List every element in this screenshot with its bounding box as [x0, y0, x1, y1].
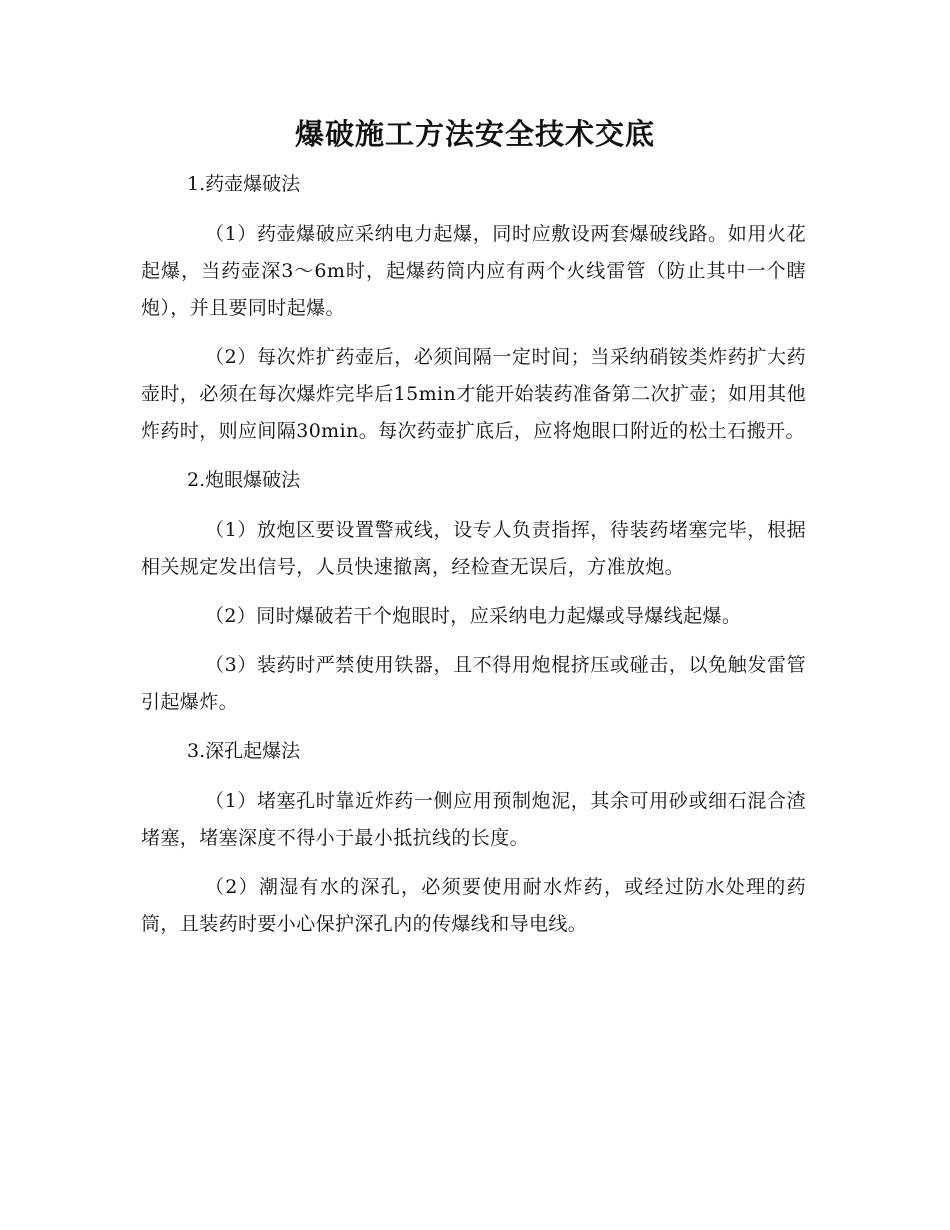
- paragraph: （2）每次炸扩药壶后，必须间隔一定时间；当采纳硝铵类炸药扩大药壶时，必须在每次爆炸完毕后15min才能开始装药准备第二次扩壶；如用其他炸药时，则应间隔30min。每次药壶扩底后，应将炮眼口附近的松土石搬开。: [141, 346, 806, 442]
- section-heading: 3.深孔起爆法: [187, 740, 301, 762]
- paragraph: （3）装药时严禁使用铁器，且不得用炮棍挤压或碰击，以免触发雷管引起爆炸。: [141, 654, 806, 713]
- document-body: [141, 166, 806, 955]
- section-heading: 1.药壶爆破法: [187, 173, 301, 195]
- section-heading: 2.炮眼爆破法: [187, 469, 301, 491]
- paragraph: （2）同时爆破若干个炮眼时，应采纳电力起爆或导爆线起爆。: [205, 605, 742, 627]
- paragraph: （2）潮湿有水的深孔，必须要使用耐水炸药，或经过防水处理的药筒，且装药时要小心保护深孔内的传爆线和导电线。: [141, 876, 806, 935]
- paragraph: （1）放炮区要设置警戒线，设专人负责指挥，待装药堵塞完毕，根据相关规定发出信号，人员快速撤离，经检查无误后，方准放炮。: [141, 519, 806, 578]
- paragraph: （1）药壶爆破应采纳电力起爆，同时应敷设两套爆破线路。如用火花起爆，当药壶深3～6m时，起爆药筒内应有两个火线雷管（防止其中一个瞎炮），并且要同时起爆。: [141, 223, 806, 319]
- paragraph: （1）堵塞孔时靠近炸药一侧应用预制炮泥，其余可用砂或细石混合渣堵塞，堵塞深度不得小于最小抵抗线的长度。: [141, 790, 806, 849]
- document-title: 爆破施工方法安全技术交底: [294, 117, 655, 151]
